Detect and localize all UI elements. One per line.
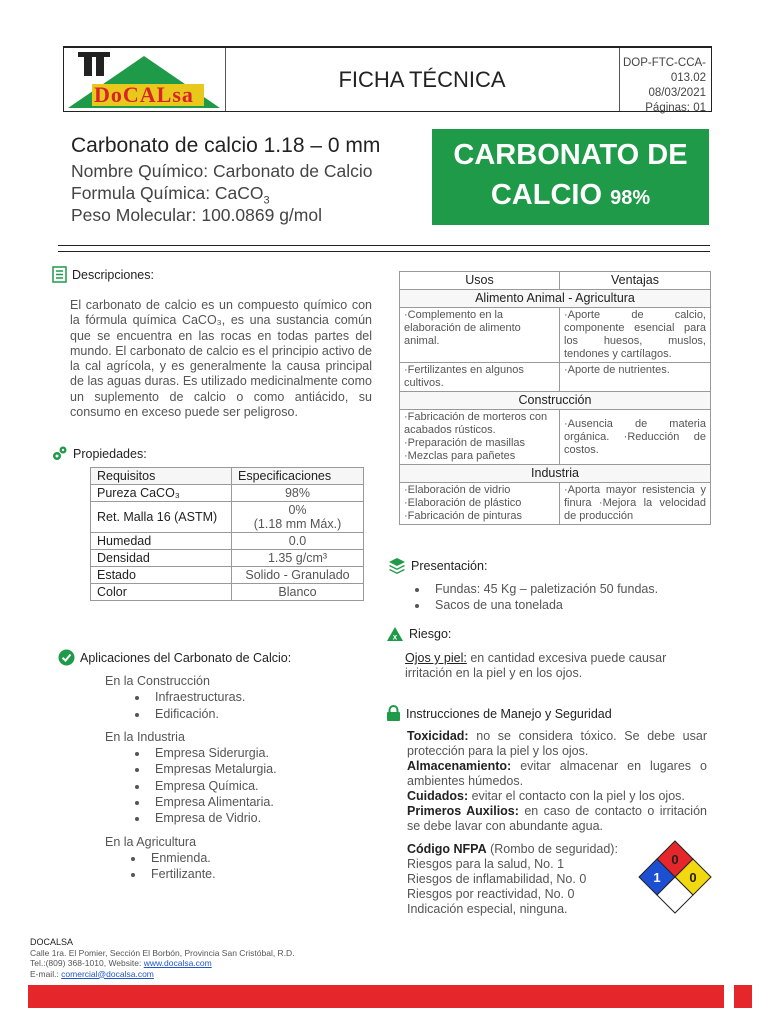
nfpa-health: 1 <box>653 870 661 885</box>
table-row: ·Fertilizantes en algunos cultivos. ·Aporte de nutrientes. <box>400 363 711 392</box>
usos-table <box>399 271 711 525</box>
lock-icon <box>386 705 401 722</box>
table-row: ·Complemento en la elaboración de alimento animal. ·Aporte de calcio, componente esencial para los huesos, muslos, tendones y cartílagos. <box>400 308 711 363</box>
product-banner: CARBONATO DE CALCIO 98% <box>432 129 709 225</box>
nfpa-diamond-icon <box>638 840 712 914</box>
group-items <box>105 689 345 722</box>
list-item: • Empresa Siderurgia. <box>149 745 345 761</box>
group-title: En la Industria <box>105 729 185 744</box>
table-header-row <box>91 468 364 485</box>
logo <box>64 48 226 111</box>
list-item: Toxicidad: no se considera tóxico. Se debe usar protección para la piel y los ojos. <box>407 729 707 758</box>
peso-molecular: Peso Molecular: 100.0869 g/mol <box>71 205 322 225</box>
gears-icon <box>52 445 68 462</box>
descripciones-heading: Descripciones: <box>52 266 154 283</box>
group-items <box>105 850 345 883</box>
col-requisitos: Requisitos <box>91 468 232 485</box>
table-row: Color Blanco <box>91 584 364 601</box>
doc-pages: Páginas: 01 <box>645 102 706 114</box>
table-row: Densidad 1.35 g/cm³ <box>91 550 364 567</box>
table-row: Estado Solido - Granulado <box>91 567 364 584</box>
list-item: • Empresa de Vidrio. <box>149 810 345 826</box>
table-row: Humedad 0.0 <box>91 533 364 550</box>
list-item: • Sacos de una tonelada <box>429 597 715 613</box>
group-row: Construcción <box>400 392 711 410</box>
list-item: Riesgos por reactividad, No. 0 <box>407 887 575 901</box>
email-link[interactable]: comercial@docalsa.com <box>61 968 154 979</box>
aplicaciones-heading: Aplicaciones del Carbonato de Calcio: <box>58 649 291 666</box>
list-item: Riesgos de inflamabilidad, No. 0 <box>407 872 587 886</box>
group-row: Alimento Animal - Agricultura <box>400 290 711 308</box>
list-item: • Empresa Química. <box>149 778 345 794</box>
presentacion-heading: Presentación: <box>388 557 487 574</box>
logo-text: DoCALsa <box>94 82 194 107</box>
riesgo-heading: x Riesgo: <box>386 626 451 642</box>
footer-square <box>734 985 752 1008</box>
nfpa-reactivity: 0 <box>689 870 697 885</box>
doc-date: 08/03/2021 <box>648 87 706 99</box>
doc-title: FICHA TÉCNICA <box>225 48 620 111</box>
list-item: • Fundas: 45 Kg – paletización 50 fundas. <box>429 581 715 597</box>
table-header-row: Usos Ventajas <box>400 272 711 290</box>
group-title: En la Agricultura <box>105 834 197 849</box>
descripciones-text: El carbonato de calcio es un compuesto químico con la fórmula química CaCO₃, es una sustancia común que se encuentra en las rocas en todas partes del mundo. El carbonato de calcio es el principio activo de la cal agrícola, y es generalmente la causa principal de las aguas duras. Es utilizado medicinalmente como un suplemento de calcio o como antiácido, su consumo en exceso puede ser peligroso. <box>70 298 372 420</box>
list-item: • Infraestructuras. <box>149 689 345 705</box>
list-item: • Enmienda. <box>145 850 345 866</box>
checklist-icon <box>52 266 67 283</box>
footer-bar <box>28 985 724 1008</box>
doc-meta <box>620 56 706 116</box>
layers-icon <box>388 557 406 574</box>
propiedades-heading: Propiedades: <box>52 445 147 462</box>
seguridad-list <box>407 729 707 834</box>
list-item: • Empresas Metalurgia. <box>149 761 345 777</box>
table-row: ·Fabricación de morteros con acabados rústicos. ·Preparación de masillas ·Mezclas para pañetes ·Ausencia de materia orgánica. ·Reducción de costos. <box>400 410 711 465</box>
list-item: Cuidados: evitar el contacto con la piel y los ojos. <box>407 789 685 803</box>
warning-icon <box>386 626 404 642</box>
group-row: Industria <box>400 465 711 483</box>
riesgo-text: Ojos y piel: en cantidad excesiva puede causar irritación en la piel y en los ojos. <box>405 651 667 680</box>
svg-text:x: x <box>392 632 398 642</box>
header-table <box>63 46 712 112</box>
table-row: Ret. Malla 16 (ASTM) 0% (1.18 mm Máx.) <box>91 502 364 533</box>
footer-address: Calle 1ra. El Pomier, Sección El Borbón, Provincia San Cristóbal, R.D. <box>30 947 295 958</box>
list-item: Riesgos para la salud, No. 1 <box>407 857 565 871</box>
propiedades-table <box>90 467 364 601</box>
list-item: Indicación especial, ninguna. <box>407 902 568 916</box>
group-items <box>105 745 345 826</box>
nfpa-section: Código NFPA (Rombo de seguridad): Riesgos para la salud, No. 1 Riesgos de inflamabilidad, No. 0 Riesgos por reactividad, No. 0 Indicación especial, ninguna. <box>407 842 637 917</box>
divider <box>58 245 710 246</box>
seguridad-heading: Instrucciones de Manejo y Seguridad <box>386 705 612 722</box>
presentacion-list <box>405 581 715 614</box>
list-item: Almacenamiento: evitar almacenar en lugares o ambientes húmedos. <box>407 759 707 788</box>
footer-company: DOCALSA <box>30 937 74 947</box>
nombre-quimico: Nombre Químico: Carbonato de Calcio <box>71 161 373 181</box>
divider <box>58 251 710 252</box>
check-circle-icon <box>58 649 75 666</box>
product-title: Carbonato de calcio 1.18 – 0 mm <box>71 134 381 157</box>
group-title: En la Construcción <box>105 674 210 688</box>
list-item: • Empresa Alimentaria. <box>149 794 345 810</box>
footer-contact: DOCALSA Calle 1ra. El Pomier, Sección El Borbón, Provincia San Cristóbal, R.D. Tel.:(809) 368-1010, Website: www.docalsa.com E-mail.: comercial@docalsa.com <box>30 937 295 979</box>
list-item: Primeros Auxilios: en caso de contacto o irritación se debe lavar con abundante agua. <box>407 804 707 833</box>
table-row: ·Elaboración de vidrio ·Elaboración de plástico ·Fabricación de pinturas ·Aporta mayor resistencia y finura ·Mejora la velocidad de producción <box>400 483 711 525</box>
aplicaciones-list <box>105 673 345 883</box>
list-item: • Edificación. <box>149 706 345 722</box>
doc-code: DOP-FTC-CCA-013.02 <box>622 57 706 84</box>
website-link[interactable]: www.docalsa.com <box>143 958 212 968</box>
list-item: • Fertilizante. <box>145 866 345 882</box>
nfpa-fire: 0 <box>671 852 679 867</box>
col-especificaciones: Especificaciones <box>232 468 364 485</box>
formula-quimica: Formula Química: CaCO$_3$ <box>71 183 270 207</box>
table-row: Pureza CaCO₃ 98% <box>91 485 364 502</box>
